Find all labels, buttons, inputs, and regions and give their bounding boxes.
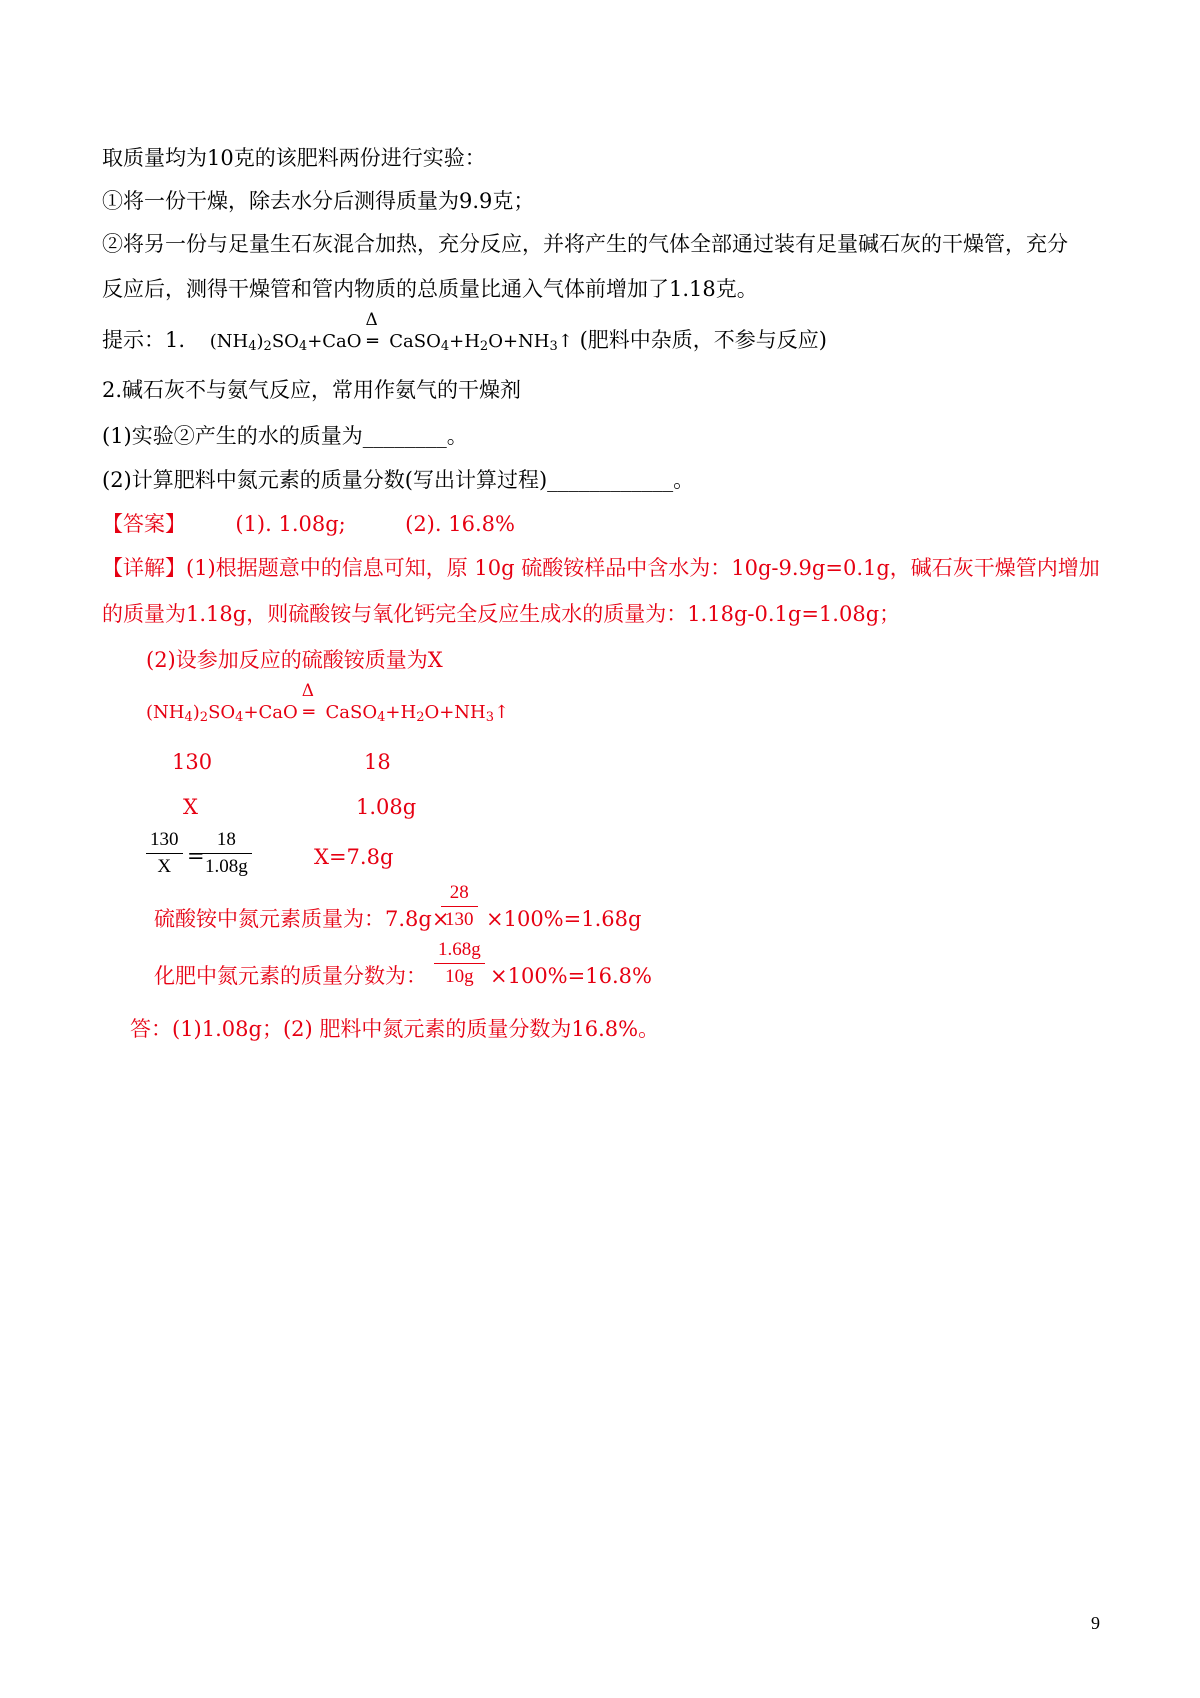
step1-text: ①将一份干燥，除去水分后测得质量为9.9克；: [102, 189, 535, 213]
answer-2: (2). 16.8%: [405, 512, 515, 536]
fraction-28-over-130: 28 130: [441, 882, 478, 931]
water-mass: 1.08g: [356, 795, 417, 819]
molar-mass-18: 18: [364, 750, 391, 774]
x-result: X=7.8g: [314, 845, 394, 869]
page-number: 9: [1091, 1613, 1100, 1633]
hint-line: [102, 310, 827, 361]
fraction-18-over-108: 18 1.08g: [201, 829, 252, 878]
detail-line3: (2)设参加反应的硫酸铵质量为X: [146, 648, 443, 672]
hint2-text: 2.碱石灰不与氨气反应，常用作氨气的干燥剂: [102, 378, 522, 402]
hint-prefix: 提示：1.: [102, 328, 186, 352]
answer-1: (1). 1.08g;: [235, 512, 346, 536]
fraction-168-over-10: 1.68g 10g: [434, 939, 485, 988]
nitrogen-mass-prefix: 硫酸铵中氮元素质量为：7.8g×: [154, 907, 450, 931]
heat-condition-icon: Δ ═: [301, 681, 315, 723]
final-answer: 答：(1)1.08g；(2) 肥料中氮元素的质量分数为16.8%。: [130, 1017, 660, 1041]
unknown-x: X: [183, 795, 198, 819]
hint-suffix: (肥料中杂质，不参与反应): [579, 328, 827, 352]
question-2: (2)计算肥料中氮元素的质量分数(写出计算过程)____________。: [102, 468, 695, 492]
gas-arrow-icon: ↑: [494, 702, 510, 723]
detail-label: 【详解】: [102, 556, 186, 580]
step2-line2: 反应后，测得干燥管和管内物质的总质量比通入气体前增加了1.18克。: [102, 277, 758, 301]
molar-mass-130: 130: [172, 750, 213, 774]
detail-line1: 【详解】(1)根据题意中的信息可知，原 10g 硫酸铵样品中含水为：10g-9.9g=0.1g，碱石灰干燥管内增加: [102, 556, 1100, 580]
heat-condition-icon: Δ ═: [365, 310, 378, 352]
mass-fraction-suffix: ×100%=16.8%: [490, 964, 652, 988]
answer-line: [102, 510, 515, 538]
reaction-equation: $(NH_4)_2SO_4+CaO$ Δ ═ $CaSO_4+H_2O+NH_3↑$: [209, 310, 573, 354]
nitrogen-mass-suffix: ×100%=1.68g: [486, 907, 642, 931]
detail-reaction-equation: $(NH_4)_2SO_4+CaO$ Δ ═ $CaSO_4+H_2O+NH_3↑$: [146, 681, 510, 725]
equals-sign: =: [187, 844, 205, 868]
step2-line1: ②将另一份与足量生石灰混合加热，充分反应，并将产生的气体全部通过装有足量碱石灰的干燥管，充分: [102, 232, 1068, 256]
detail-line2: 的质量为1.18g，则硫酸铵与氧化钙完全反应生成水的质量为：1.18g-0.1g=1.08g；: [102, 602, 901, 626]
question-1: (1)实验②产生的水的质量为________。: [102, 424, 468, 448]
gas-arrow-icon: ↑: [557, 331, 573, 352]
mass-fraction-prefix: 化肥中氮元素的质量分数为：: [154, 964, 427, 988]
intro-text: 取质量均为10克的该肥料两份进行实验：: [102, 146, 486, 170]
fraction-130-over-x: 130 X: [146, 829, 183, 878]
answer-label: 【答案】: [102, 512, 186, 536]
